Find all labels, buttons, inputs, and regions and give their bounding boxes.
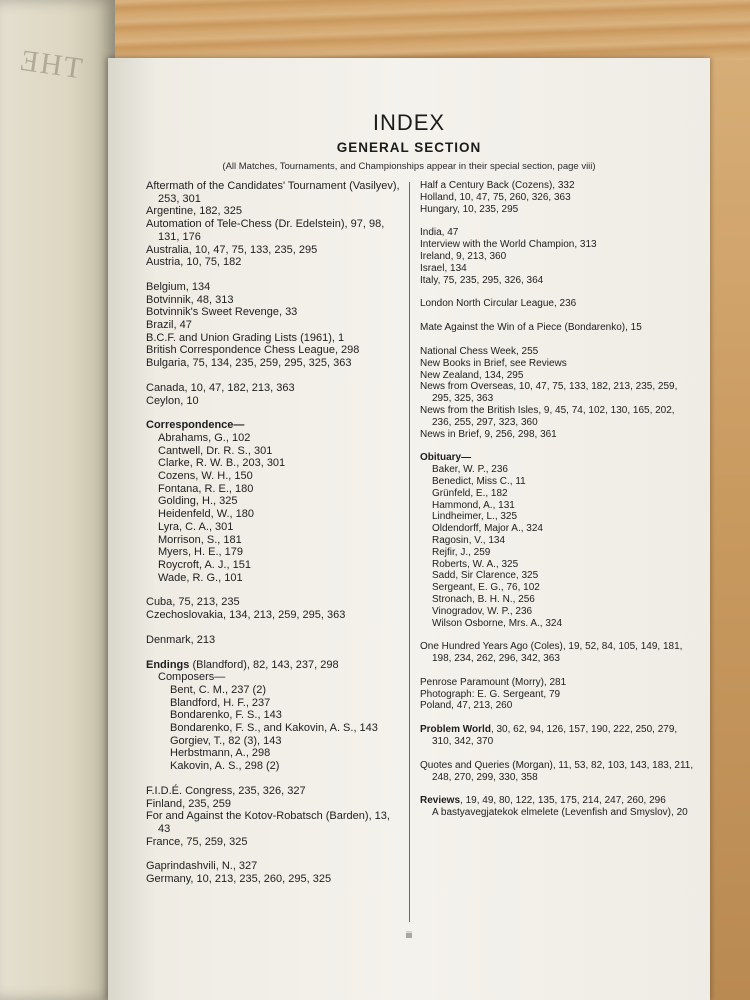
- index-spacer: [146, 647, 404, 659]
- index-entry: Aftermath of the Candidates' Tournament (Vasilyev), 253, 301: [146, 180, 400, 205]
- index-entry: Gaprindashvili, N., 327: [146, 860, 258, 873]
- index-spacer: [420, 215, 696, 227]
- index-subentry: Composers—: [158, 671, 226, 684]
- index-subentry: Vinogradov, W. P., 236: [432, 605, 533, 617]
- index-entry: India, 47: [420, 227, 459, 239]
- index-entry: Bulgaria, 75, 134, 235, 259, 295, 325, 363: [146, 357, 352, 370]
- index-subentry: Lindheimer, L., 325: [432, 511, 518, 523]
- index-subentry: Lyra, C. A., 301: [158, 520, 234, 533]
- index-entry: Holland, 10, 47, 75, 260, 326, 363: [420, 191, 571, 203]
- index-entry: Penrose Paramount (Morry), 281: [420, 676, 567, 688]
- index-entry: British Correspondence Chess League, 298: [146, 344, 360, 357]
- index-entry: One Hundred Years Ago (Coles), 19, 52, 84, 105, 149, 181, 198, 234, 262, 296, 342, 363: [420, 641, 683, 665]
- index-subentry: Cantwell, Dr. R. S., 301: [158, 444, 273, 457]
- index-spacer: [420, 712, 696, 724]
- index-spacer: [420, 440, 696, 452]
- index-entry: F.I.D.É. Congress, 235, 326, 327: [146, 784, 306, 797]
- index-entry: B.C.F. and Union Grading Lists (1961), 1: [146, 331, 345, 344]
- index-heading-bold: Problem World: [420, 724, 491, 736]
- index-heading: [146, 659, 404, 672]
- index-entry: Hungary, 10, 235, 295: [420, 203, 519, 215]
- index-heading-pages: (Blandford), 82, 143, 237, 298: [189, 658, 339, 671]
- index-spacer: [146, 269, 404, 281]
- index-subentry: A bastyavegjatekok elmelete (Levenfish and Smyslov), 20: [432, 807, 688, 819]
- index-spacer: [420, 334, 696, 346]
- index-subentry: Sergeant, E. G., 76, 102: [432, 582, 540, 594]
- index-subentry: Rejfir, J., 259: [432, 546, 491, 558]
- section-note: (All Matches, Tournaments, and Championships appear in their special section, page viii): [222, 161, 596, 172]
- section-subtitle: GENERAL SECTION: [336, 140, 482, 155]
- index-entry: Mate Against the Win of a Piece (Bondarenko), 15: [420, 322, 642, 334]
- index-subentry: Abrahams, G., 102: [158, 431, 251, 444]
- index-entry: Argentine, 182, 325: [146, 205, 243, 218]
- index-entry: New Zealand, 134, 295: [420, 369, 524, 381]
- index-entry: Canada, 10, 47, 182, 213, 363: [146, 381, 295, 394]
- left-page: [0, 0, 115, 1000]
- index-heading: Obituary—: [420, 452, 472, 464]
- index-entry: Interview with the World Champion, 313: [420, 239, 597, 251]
- index-subentry: Benedict, Miss C., 11: [432, 475, 526, 487]
- index-spacer: [420, 310, 696, 322]
- index-entry: Photograph: E. G. Sergeant, 79: [420, 688, 561, 700]
- index-subentry: Hammond, A., 131: [432, 499, 515, 511]
- index-subentry: Roycroft, A. J., 151: [158, 558, 251, 571]
- index-entry: Germany, 10, 213, 235, 260, 295, 325: [146, 873, 332, 886]
- index-subentry: Gorgiev, T., 82 (3), 143: [170, 734, 282, 747]
- index-entry: London North Circular League, 236: [420, 298, 577, 310]
- index-subentry: Baker, W. P., 236: [432, 464, 508, 476]
- index-entry: New Books in Brief, see Reviews: [420, 357, 567, 369]
- index-heading: Correspondence—: [146, 419, 245, 432]
- index-entry: Finland, 235, 259: [146, 797, 232, 810]
- index-subentry: Heidenfeld, W., 180: [158, 508, 255, 521]
- index-entry: Half a Century Back (Cozens), 332: [420, 180, 575, 191]
- index-subentry: Stronach, B. H. N., 256: [432, 593, 535, 605]
- index-subentry: Blandford, H. F., 237: [170, 696, 271, 709]
- index-entry: News from the British Isles, 9, 45, 74, 102, 130, 165, 202, 236, 255, 297, 323, 360: [420, 404, 675, 428]
- index-subentry: Wade, R. G., 101: [158, 571, 243, 584]
- index-subentry: Kakovin, A. S., 298 (2): [170, 760, 280, 773]
- index-entry: Poland, 47, 213, 260: [420, 700, 513, 712]
- index-heading-pages: , 19, 49, 80, 122, 135, 175, 214, 247, 260, 296: [460, 795, 666, 807]
- index-page: [108, 58, 710, 1000]
- index-subentry: Clarke, R. W. B., 203, 301: [158, 457, 286, 470]
- index-entry: National Chess Week, 255: [420, 345, 539, 357]
- index-spacer: [146, 584, 404, 596]
- index-entry: Botvinnik, 48, 313: [146, 293, 234, 306]
- left-index-column: [146, 180, 404, 886]
- index-heading-bold: Reviews: [420, 795, 461, 807]
- index-entry: Ceylon, 10: [146, 394, 199, 407]
- index-subentry: Golding, H., 325: [158, 495, 238, 508]
- index-heading-pages: , 30, 62, 94, 126, 157, 190, 222, 250, 279, 310, 342, 370: [432, 724, 678, 748]
- index-subentry: Grünfeld, E., 182: [432, 487, 508, 499]
- index-entry: Automation of Tele-Chess (Dr. Edelstein), 97, 98, 131, 176: [146, 218, 385, 243]
- index-entry: Israel, 134: [420, 262, 467, 274]
- index-subentry: Ragosin, V., 134: [432, 534, 506, 546]
- index-spacer: [420, 629, 696, 641]
- index-subentry: Sadd, Sir Clarence, 325: [432, 570, 539, 582]
- index-subentry: Bondarenko, F. S., and Kakovin, A. S., 143: [170, 722, 378, 735]
- index-entry: Botvinnik's Sweet Revenge, 33: [146, 306, 298, 319]
- index-spacer: [146, 407, 404, 419]
- index-heading: [420, 795, 696, 807]
- index-entry: Belgium, 134: [146, 280, 211, 293]
- index-entry: Quotes and Queries (Morgan), 11, 53, 82, 103, 143, 183, 211, 248, 270, 299, 330, 358: [420, 759, 694, 783]
- index-spacer: [146, 773, 404, 785]
- left-page-bleed-text: THE: [16, 43, 85, 86]
- index-entry: Austria, 10, 75, 182: [146, 256, 242, 269]
- index-spacer: [420, 665, 696, 677]
- index-spacer: [420, 748, 696, 760]
- index-entry: Ireland, 9, 213, 360: [420, 250, 507, 262]
- index-entry: Australia, 10, 47, 75, 133, 235, 295: [146, 243, 318, 256]
- index-heading-bold: Endings: [146, 658, 190, 671]
- index-subentry: Fontana, R. E., 180: [158, 482, 254, 495]
- index-entry: France, 75, 259, 325: [146, 835, 248, 848]
- index-entry: News in Brief, 9, 256, 298, 361: [420, 428, 557, 440]
- index-subentry: Oldendorff, Major A., 324: [432, 523, 543, 535]
- index-subentry: Myers, H. E., 179: [158, 546, 243, 559]
- right-index-column: [420, 180, 696, 819]
- index-subentry: Bondarenko, F. S., 143: [170, 709, 282, 722]
- index-subentry: Wilson Osborne, Mrs. A., 324: [432, 617, 563, 629]
- page-number: iii: [406, 930, 412, 940]
- index-spacer: [146, 848, 404, 860]
- column-divider: [409, 182, 410, 922]
- index-spacer: [146, 622, 404, 634]
- index-subentry: Roberts, W. A., 325: [432, 558, 519, 570]
- index-spacer: [420, 286, 696, 298]
- index-entry: Italy, 75, 235, 295, 326, 364: [420, 274, 544, 286]
- index-entry: Czechoslovakia, 134, 213, 259, 295, 363: [146, 609, 346, 622]
- index-subentry: Herbstmann, A., 298: [170, 747, 271, 760]
- index-subentry: Cozens, W. H., 150: [158, 470, 253, 483]
- page-title: INDEX: [372, 110, 446, 135]
- index-subentry: Bent, C. M., 237 (2): [170, 683, 266, 696]
- index-subentry: Morrison, S., 181: [158, 533, 242, 546]
- index-entry: News from Overseas, 10, 47, 75, 133, 182, 213, 235, 259, 295, 325, 363: [420, 381, 678, 405]
- index-heading: [420, 724, 696, 748]
- index-spacer: [420, 783, 696, 795]
- index-entry: For and Against the Kotov-Robatsch (Barden), 13, 43: [146, 810, 390, 835]
- index-entry: Cuba, 75, 213, 235: [146, 596, 240, 609]
- index-spacer: [146, 370, 404, 382]
- index-entry: Brazil, 47: [146, 319, 192, 332]
- index-entry: Denmark, 213: [146, 633, 216, 646]
